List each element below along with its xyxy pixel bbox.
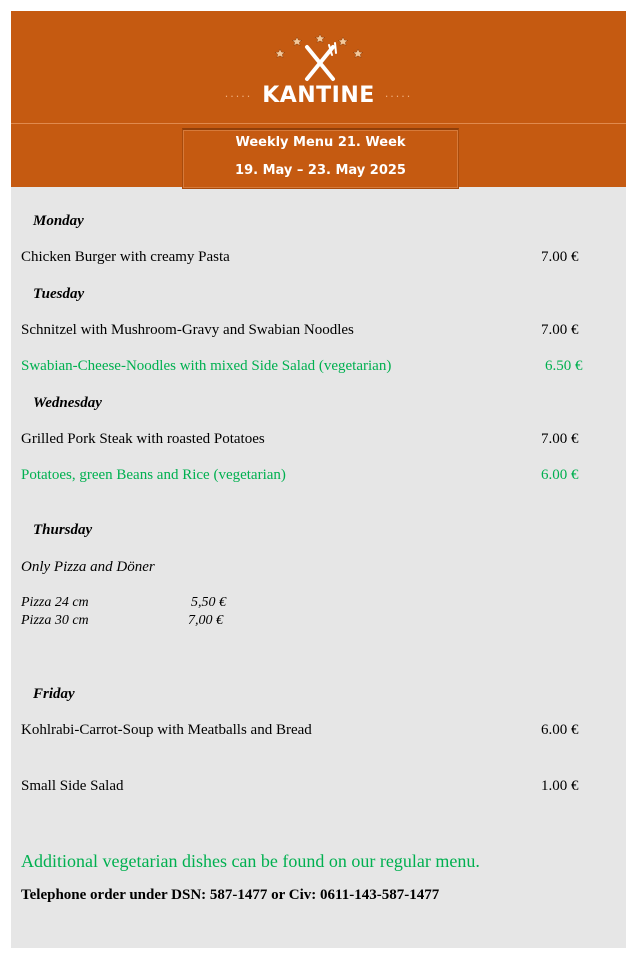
day-heading-friday: Friday — [33, 686, 75, 702]
dish-wednesday-2-vegetarian: Potatoes, green Beans and Rice (vegetarian) — [21, 467, 286, 483]
price-tuesday-2: 6.50 € — [545, 358, 583, 374]
day-heading-monday: Monday — [33, 213, 84, 229]
title-dots-right: ····· — [384, 89, 413, 103]
price-wednesday-1: 7.00 € — [541, 431, 579, 447]
dish-thursday-1: Pizza 24 cm — [21, 595, 89, 610]
vegetarian-note: Additional vegetarian dishes can be found on our regular menu. — [21, 851, 480, 871]
price-friday-2: 1.00 € — [541, 778, 579, 794]
telephone-order: Telephone order under DSN: 587-1477 or Civ: 0611-143-587-1477 — [21, 887, 440, 903]
price-thursday-2: 7,00 € — [188, 613, 223, 628]
week-box — [182, 128, 459, 189]
dish-tuesday-2-vegetarian: Swabian-Cheese-Noodles with mixed Side Salad (vegetarian) — [21, 358, 392, 374]
menu-sheet — [11, 11, 626, 948]
dish-thursday-2: Pizza 30 cm — [21, 613, 89, 628]
header-banner — [11, 11, 626, 187]
dish-wednesday-1: Grilled Pork Steak with roasted Potatoes — [21, 431, 265, 447]
brand-name: KANTINE — [262, 83, 375, 108]
price-friday-1: 6.00 € — [541, 722, 579, 738]
dish-friday-2: Small Side Salad — [21, 778, 124, 794]
header-divider — [11, 123, 626, 124]
crossed-fork-knife-icon — [266, 33, 370, 85]
price-monday-1: 7.00 € — [541, 249, 579, 265]
dish-tuesday-1: Schnitzel with Mushroom-Gravy and Swabian Noodles — [21, 322, 354, 338]
brand-title — [11, 83, 626, 108]
day-heading-wednesday: Wednesday — [33, 395, 102, 411]
dish-friday-1: Kohlrabi-Carrot-Soup with Meatballs and Bread — [21, 722, 312, 738]
day-heading-tuesday: Tuesday — [33, 286, 85, 302]
date-range: 19. May – 23. May 2025 — [235, 163, 406, 178]
week-label: Weekly Menu 21. Week — [235, 135, 406, 150]
title-dots-left: ····· — [224, 89, 253, 103]
price-thursday-1: 5,50 € — [191, 595, 226, 610]
day-heading-thursday: Thursday — [33, 522, 93, 538]
price-wednesday-2: 6.00 € — [541, 467, 579, 483]
price-tuesday-1: 7.00 € — [541, 322, 579, 338]
dish-monday-1: Chicken Burger with creamy Pasta — [21, 249, 230, 265]
thursday-note: Only Pizza and Döner — [21, 559, 155, 575]
